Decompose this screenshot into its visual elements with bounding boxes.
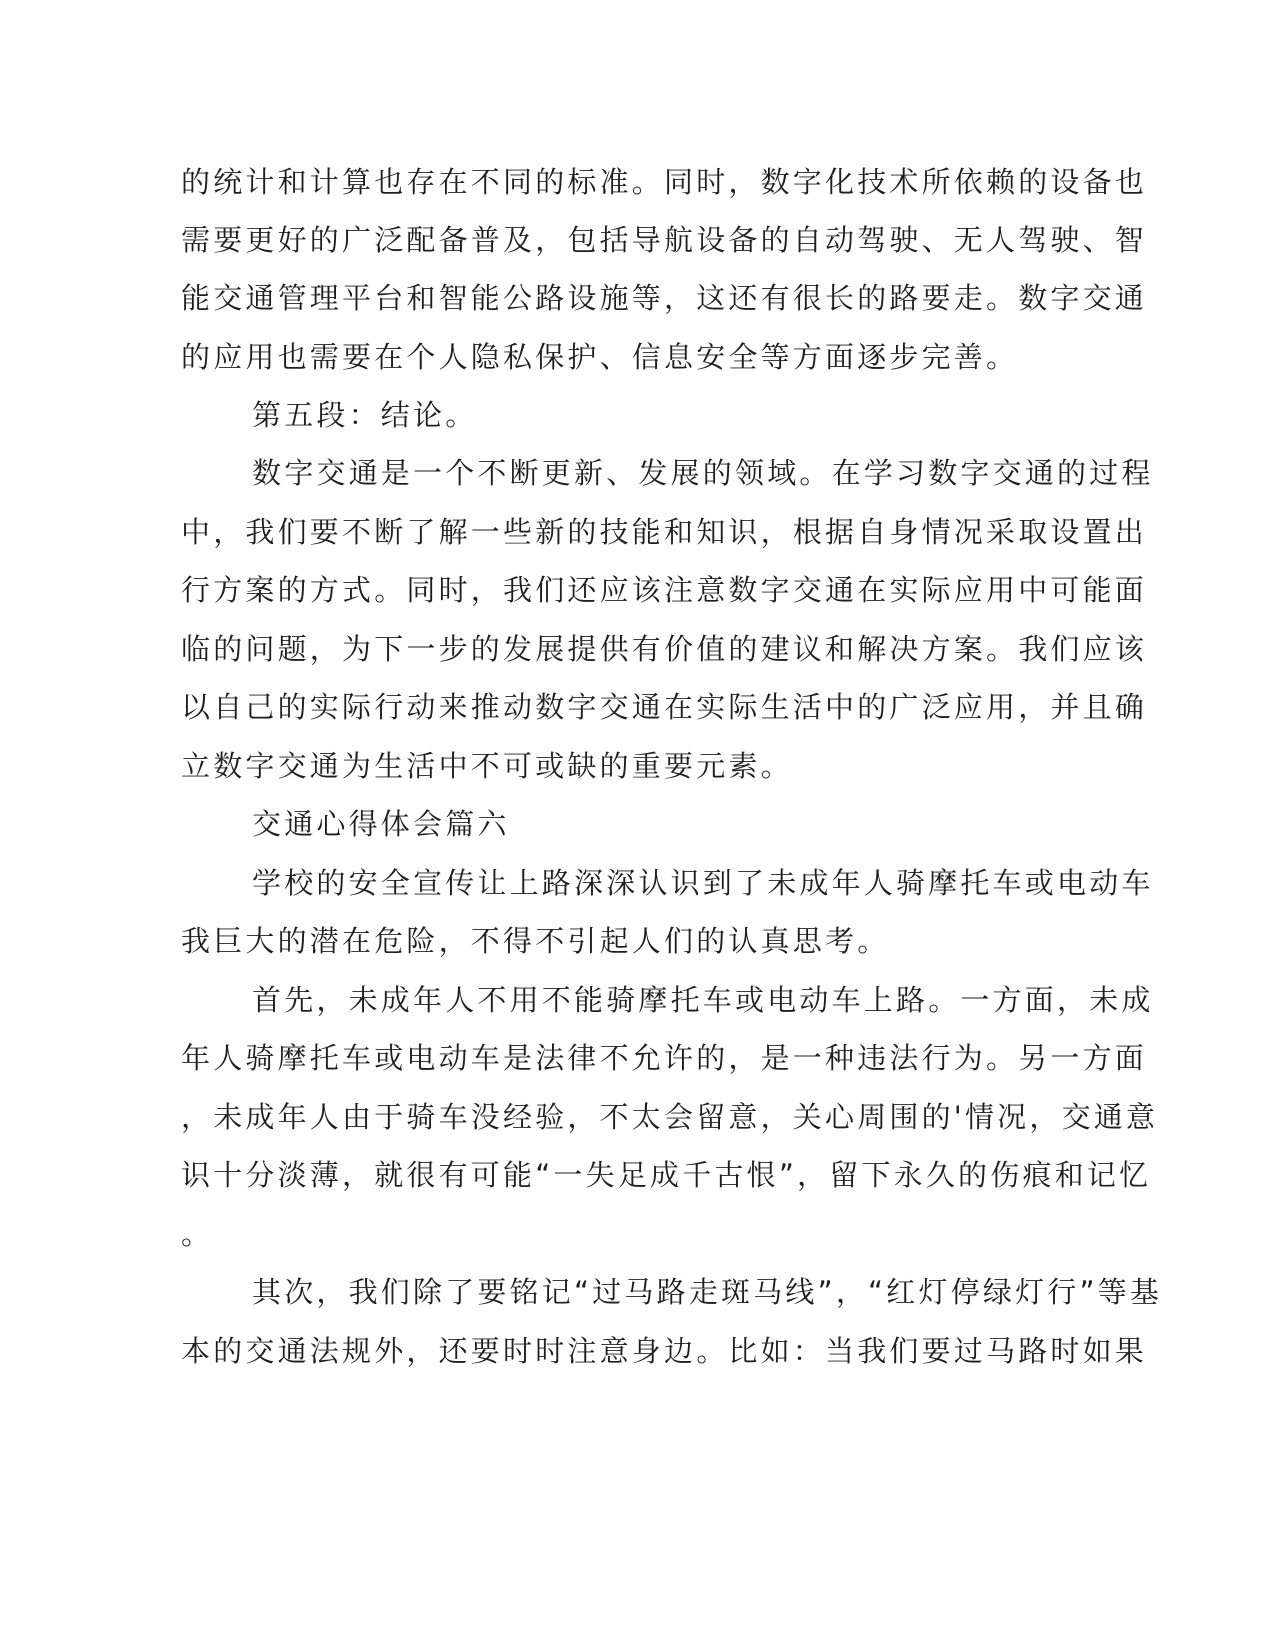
- text-line: 的统计和计算也存在不同的标准。同时，数字化技术所依赖的设备也: [181, 165, 1148, 199]
- section-heading: 第五段：结论。: [252, 398, 478, 432]
- text-line: 数字交通是一个不断更新、发展的领域。在学习数字交通的过程: [252, 456, 1154, 490]
- text-line: 识十分淡薄，就很有可能“一失足成千古恨”，留下永久的伤痕和记忆: [181, 1158, 1152, 1192]
- text-line: 。: [181, 1217, 214, 1251]
- text-line: 临的问题，为下一步的发展提供有价值的建议和解决方案。我们应该: [181, 632, 1148, 666]
- text-line: 首先，未成年人不用不能骑摩托车或电动车上路。一方面，未成: [252, 983, 1154, 1017]
- section-heading: 交通心得体会篇六: [252, 807, 510, 841]
- text-line: 其次，我们除了要铭记“过马路走斑马线”，“红灯停绿灯行”等基: [252, 1275, 1163, 1309]
- text-line: 本的交通法规外，还要时时注意身边。比如：当我们要过马路时如果: [181, 1334, 1148, 1368]
- text-line: 行方案的方式。同时，我们还应该注意数字交通在实际应用中可能面: [181, 573, 1148, 607]
- text-line: 以自己的实际行动来推动数字交通在实际生活中的广泛应用，并且确: [181, 690, 1148, 724]
- text-line: 学校的安全宣传让上路深深认识到了未成年人骑摩托车或电动车: [252, 866, 1154, 900]
- text-line: 需要更好的广泛配备普及，包括导航设备的自动驾驶、无人驾驶、智: [181, 223, 1148, 257]
- text-line: 的应用也需要在个人隐私保护、信息安全等方面逐步完善。: [181, 340, 1019, 374]
- text-line: 年人骑摩托车或电动车是法律不允许的，是一种违法行为。另一方面: [181, 1041, 1148, 1075]
- text-line: 中，我们要不断了解一些新的技能和知识，根据自身情况采取设置出: [181, 515, 1148, 549]
- text-line: 能交通管理平台和智能公路设施等，这还有很长的路要走。数字交通: [181, 281, 1148, 315]
- text-line: ，未成年人由于骑车没经验，不太会留意，关心周围的'情况，交通意: [181, 1100, 1159, 1134]
- text-line: 我巨大的潜在危险，不得不引起人们的认真思考。: [181, 924, 890, 958]
- text-line: 立数字交通为生活中不可或缺的重要元素。: [181, 749, 793, 783]
